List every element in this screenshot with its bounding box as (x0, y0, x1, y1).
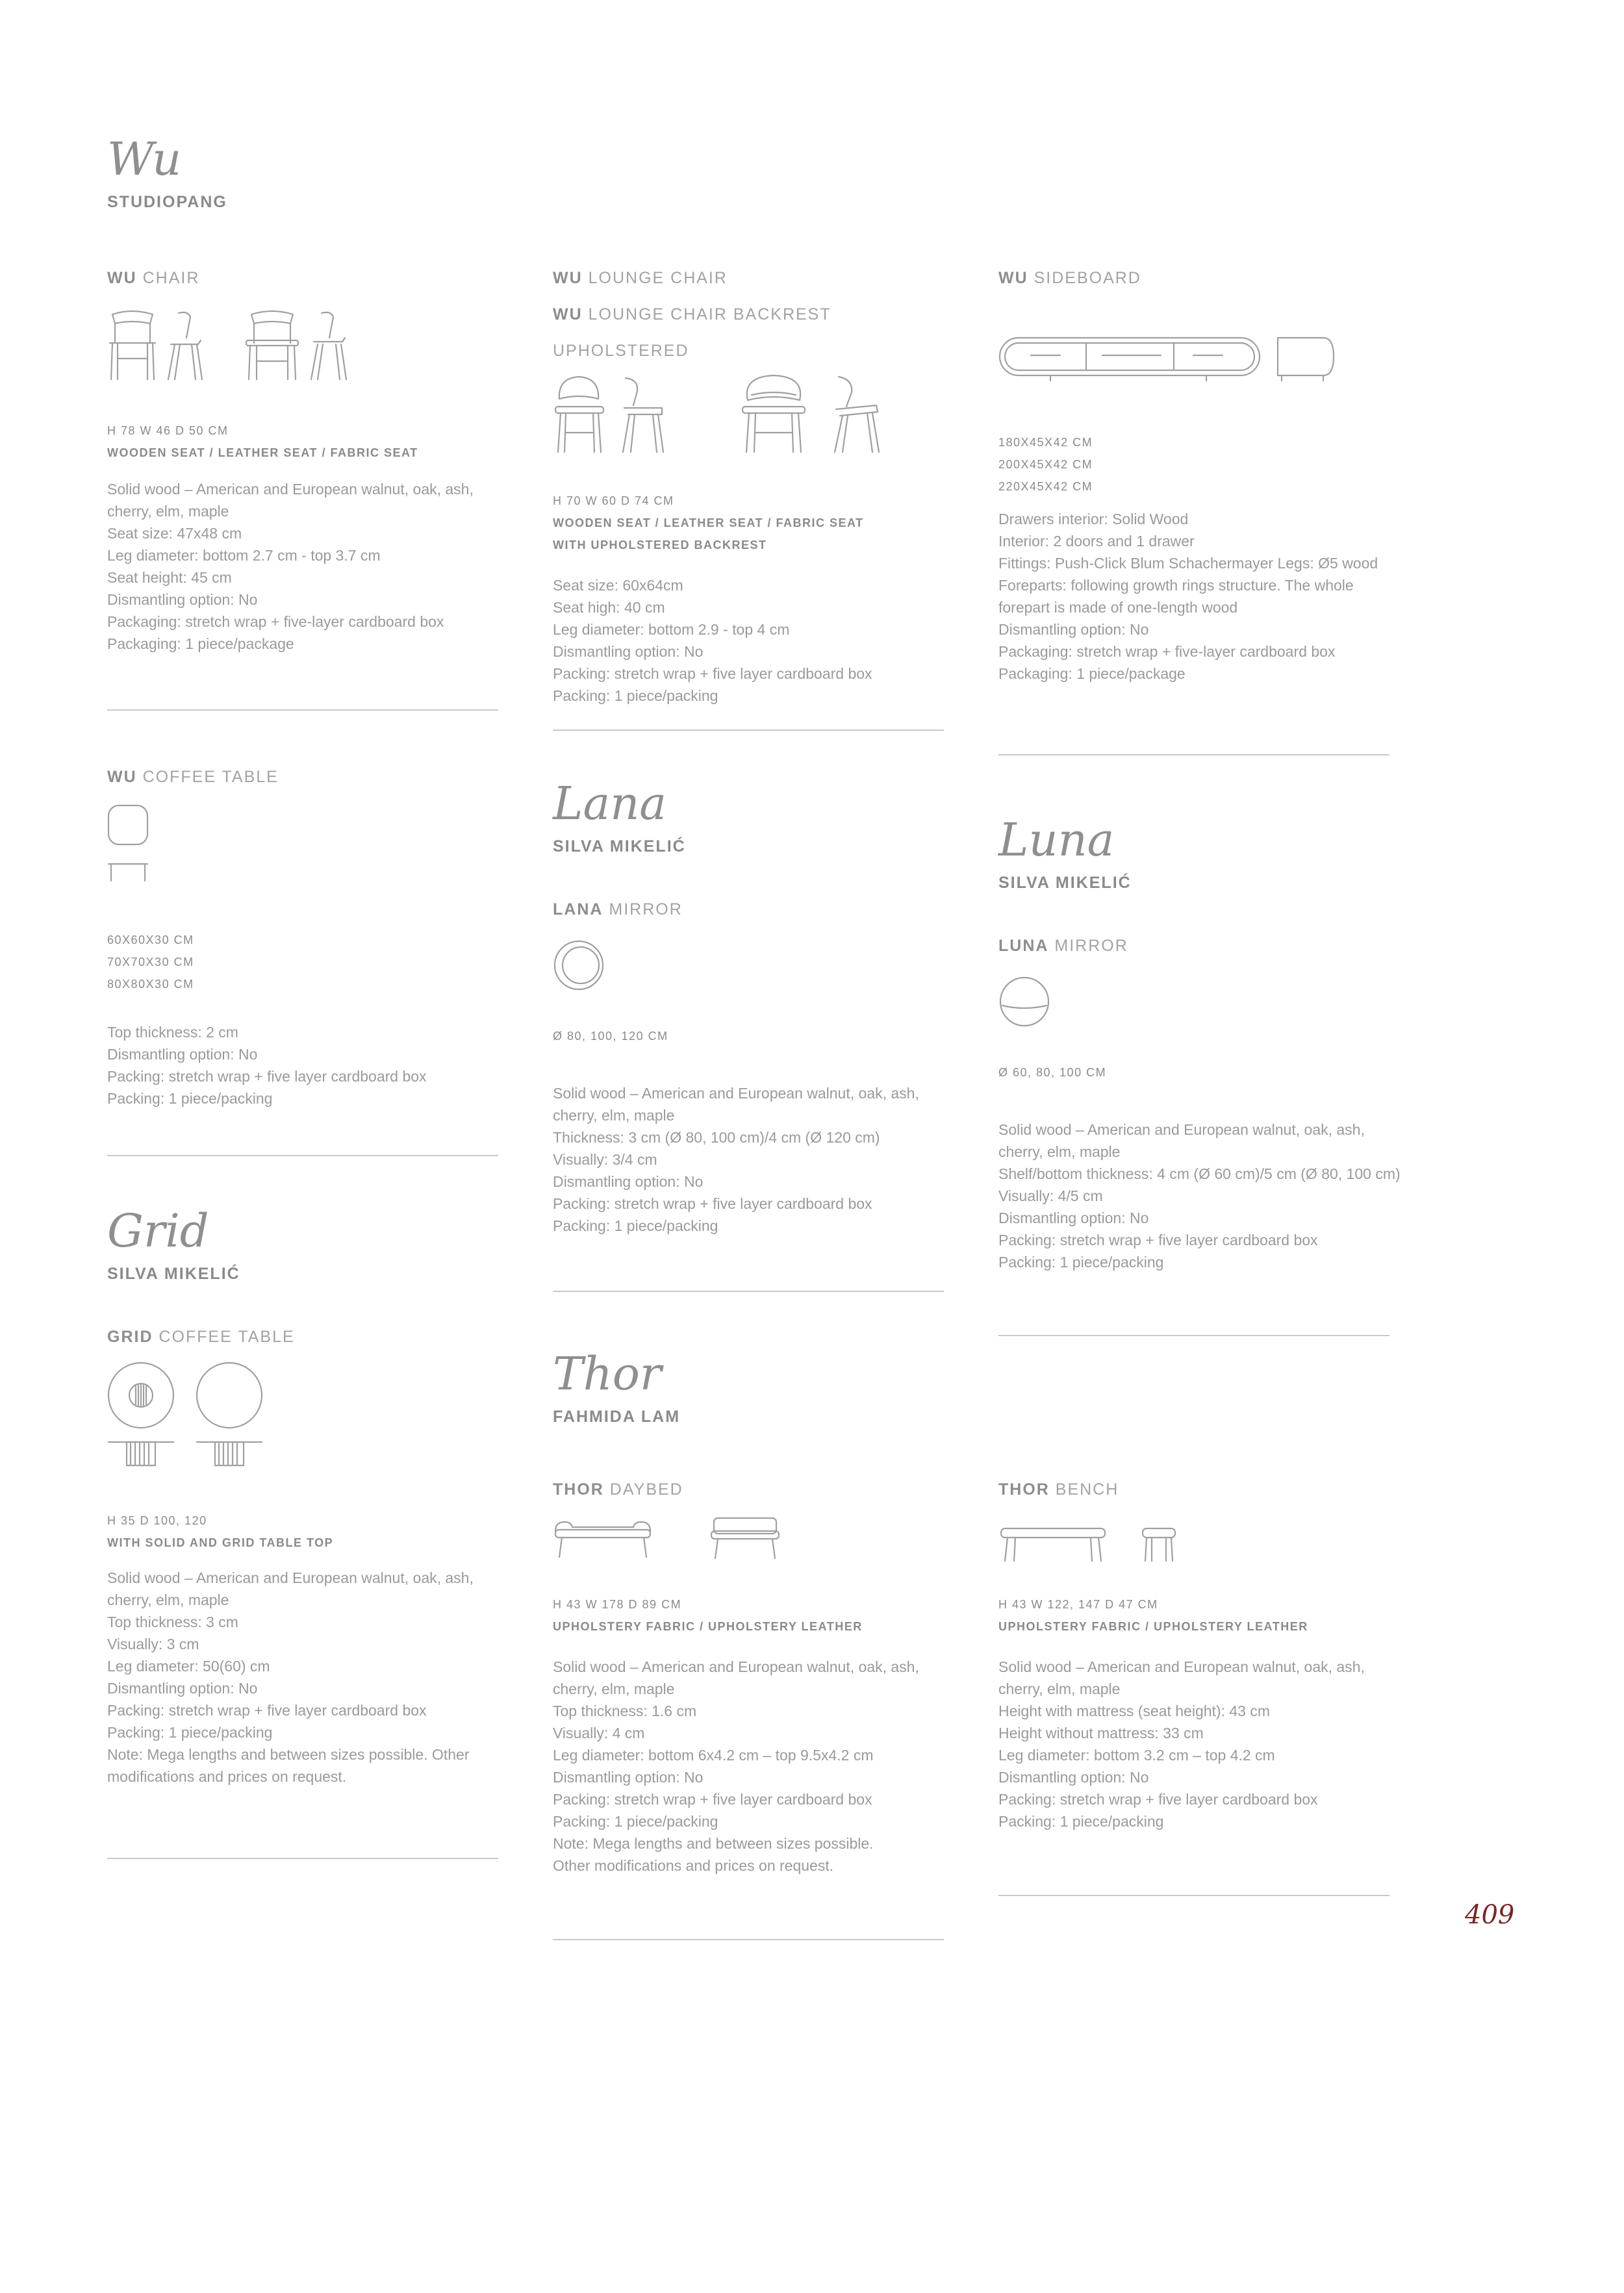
dimensions: H 78 W 46 D 50 CM (107, 424, 229, 437)
dimensions: H 43 W 178 D 89 CM (553, 1598, 682, 1611)
luna-mirror-drawing (998, 976, 1057, 1034)
wu-lounge-chair-drawing (553, 372, 930, 456)
wu-sideboard-section (998, 260, 1389, 685)
divider (998, 1335, 1389, 1336)
upholstery-options: UPHOLSTERY FABRIC / UPHOLSTERY LEATHER (553, 1620, 863, 1633)
product-description: Solid wood – American and European walnut, oak, ash, cherry, elm, maple Top thickness: 3 cm Visually: 3 cm Leg diameter: 50(60) cm Dismantling option: No Packing: stretch wrap + five layer cardboard box Packing: 1 piece/packing Note: Mega lengths and between sizes possible. Other modifications and prices on request. (107, 1569, 474, 1785)
product-name: LUNA MIRROR (998, 937, 1128, 955)
product-name-variant: WU LOUNGE CHAIR BACKREST UPHOLSTERED (553, 305, 831, 360)
thor-daybed-drawing (553, 1512, 813, 1570)
product-name: WU LOUNGE CHAIR (553, 269, 728, 287)
divider (553, 729, 944, 731)
product-name: WU CHAIR (107, 269, 200, 287)
wu-lounge-chair-section (553, 260, 944, 707)
product-description: Solid wood – American and European walnut, oak, ash, cherry, elm, maple Height with mattress (seat height): 43 cm Height without mattress: 33 cm Leg diameter: bottom 3.2 cm – top 4.2 cm Dismantling option: No Packing: stretch wrap + five layer cardboard box Packing: 1 piece/packing (998, 1658, 1365, 1830)
divider (998, 754, 1389, 755)
wu-coffee-table-drawing (107, 804, 159, 889)
grid-section (107, 1205, 498, 1788)
divider (107, 1858, 498, 1859)
product-description: Solid wood – American and European walnut, oak, ash, cherry, elm, maple Seat size: 47x48 cm Leg diameter: bottom 2.7 cm - top 3.7 cm Seat height: 45 cm Dismantling option: No Packaging: stretch wrap + five-layer cardboard box Packaging: 1 piece/package (107, 481, 474, 652)
designer-name: STUDIOPANG (107, 193, 227, 211)
size: Ø 80, 100, 120 CM (553, 1030, 668, 1043)
product-description: Drawers interior: Solid Wood Interior: 2 doors and 1 drawer Fittings: Push-Click Blum Schachermayer Legs: Ø5 wood Foreparts: following growth rings structure. The whole forepart is made of one-length wood Dismantling option: No Packaging: stretch wrap + five-layer cardboard box Packaging: 1 piece/package (998, 511, 1378, 682)
top-option: WITH SOLID AND GRID TABLE TOP (107, 1536, 334, 1549)
wu-sideboard-drawing (998, 335, 1362, 387)
product-description: Seat size: 60x64cm Seat high: 40 cm Leg diameter: bottom 2.9 - top 4 cm Dismantling option: No Packing: stretch wrap + five layer cardboard box Packing: 1 piece/packing (553, 577, 872, 704)
product-name: LANA MIRROR (553, 900, 683, 918)
grid-coffee-table-drawing (107, 1362, 276, 1472)
page-number: 409 (1465, 1900, 1515, 1930)
wu-chair-drawing (107, 301, 380, 386)
product-name: WU SIDEBOARD (998, 269, 1141, 287)
divider (553, 1291, 944, 1292)
product-name: WU COFFEE TABLE (107, 768, 279, 786)
size: 80X80X30 CM (107, 978, 194, 991)
collection-title: Lana (553, 777, 667, 830)
collection-title: Wu (107, 133, 182, 186)
seat-options: WOODEN SEAT / LEATHER SEAT / FABRIC SEAT (553, 516, 864, 529)
wu-collection-header (107, 133, 498, 212)
size: 200X45X42 CM (998, 458, 1093, 471)
designer-name: SILVA MIKELIĆ (107, 1265, 240, 1283)
collection-title: Luna (998, 813, 1115, 867)
thor-collection-header (553, 1348, 944, 1426)
size: 60X60X30 CM (107, 933, 194, 946)
dimensions: H 70 W 60 D 74 CM (553, 494, 674, 507)
divider (107, 1155, 498, 1156)
divider (553, 1939, 944, 1940)
product-description: Solid wood – American and European walnut, oak, ash, cherry, elm, maple Shelf/bottom thickness: 4 cm (Ø 60 cm)/5 cm (Ø 80, 100 cm) Visually: 4/5 cm Dismantling option: No Packing: stretch wrap + five layer cardboard box Packing: 1 piece/packing (998, 1121, 1401, 1271)
product-description: Top thickness: 2 cm Dismantling option: No Packing: stretch wrap + five layer cardboard box Packing: 1 piece/packing (107, 1024, 427, 1107)
dimensions: H 35 D 100, 120 (107, 1514, 207, 1527)
size: 70X70X30 CM (107, 956, 194, 969)
collection-title: Grid (107, 1204, 209, 1258)
designer-name: SILVA MIKELIĆ (998, 874, 1132, 892)
divider (998, 1895, 1389, 1896)
product-name: THOR DAYBED (553, 1480, 683, 1499)
lana-section (553, 778, 944, 1237)
luna-section (998, 813, 1401, 1273)
product-description: Solid wood – American and European walnut, oak, ash, cherry, elm, maple Top thickness: 1.6 cm Visually: 4 cm Leg diameter: bottom 6x4.2 cm – top 9.5x4.2 cm Dismantling option: No Packing: stretch wrap + five layer cardboard box Packing: 1 piece/packing Note: Mega lengths and between sizes possible. Other modifications and prices on request. (553, 1658, 919, 1874)
product-description: Solid wood – American and European walnut, oak, ash, cherry, elm, maple Thickness: 3 cm (Ø 80, 100 cm)/4 cm (Ø 120 cm) Visually: 3/4 cm Dismantling option: No Packing: stretch wrap + five layer cardboard box Packing: 1 piece/packing (553, 1085, 919, 1234)
designer-name: SILVA MIKELIĆ (553, 837, 686, 855)
size: 220X45X42 CM (998, 480, 1093, 493)
size: 180X45X42 CM (998, 436, 1093, 449)
thor-daybed-section (553, 1471, 944, 1877)
product-name: THOR BENCH (998, 1480, 1119, 1499)
collection-title: Thor (553, 1347, 662, 1400)
wu-chair-section (107, 260, 498, 655)
product-name: GRID COFFEE TABLE (107, 1328, 295, 1346)
wu-coffee-table-section (107, 759, 498, 1109)
thor-bench-section (998, 1471, 1389, 1832)
divider (107, 709, 498, 711)
upholstery-options: UPHOLSTERY FABRIC / UPHOLSTERY LEATHER (998, 1620, 1308, 1633)
seat-options: WOODEN SEAT / LEATHER SEAT / FABRIC SEAT (107, 446, 418, 459)
size: Ø 60, 80, 100 CM (998, 1066, 1107, 1079)
dimensions: H 43 W 122, 147 D 47 CM (998, 1598, 1158, 1611)
designer-name: FAHMIDA LAM (553, 1408, 681, 1426)
thor-bench-drawing (998, 1514, 1258, 1573)
lana-mirror-drawing (553, 939, 611, 998)
backrest-option: WITH UPHOLSTERED BACKREST (553, 538, 767, 551)
